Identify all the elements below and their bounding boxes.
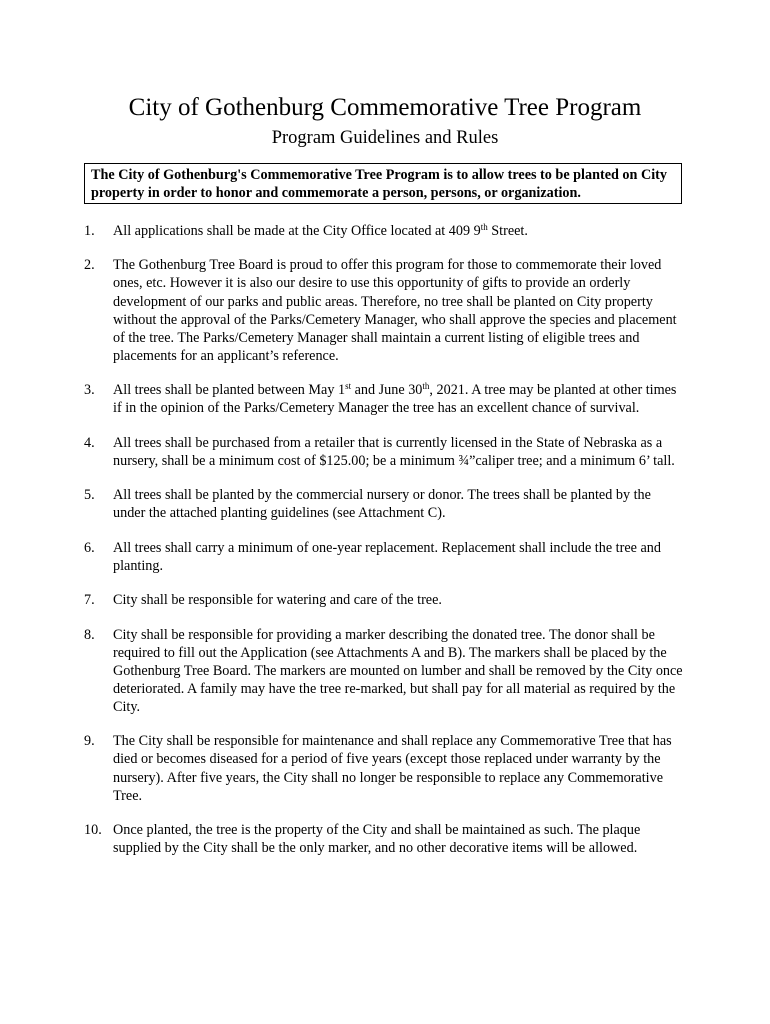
- page-title: City of Gothenburg Commemorative Tree Program: [128, 94, 642, 121]
- rule-text: City shall be responsible for watering and care of the tree.: [113, 592, 442, 609]
- rule-item: [84, 434, 684, 470]
- rule-number: 9.: [84, 733, 95, 750]
- rule-text: All trees shall be purchased from a retailer that is currently licensed in the State of Nebraska as a nursery, shall be a minimum cost of $125.00; be a minimum ¾”caliper tree; and a minimum 6’ tall.: [113, 434, 675, 469]
- rule-number: 3.: [84, 382, 95, 399]
- rule-number: 7.: [84, 592, 95, 609]
- intro-statement: The City of Gothenburg's Commemorative Tree Program is to allow trees to be planted on City property in order to honor and commemorate a person, persons, or organization.: [84, 163, 682, 204]
- rule-text-superscript: th: [480, 222, 488, 232]
- rule-item: [84, 486, 684, 522]
- rule-text: City shall be responsible for providing a marker describing the donated tree. The donor shall be required to fill out the Application (see Attachments A and B). The markers shall be placed by the Gothenburg Tree Board. The markers are mounted on lumber and shall be removed by the City once deteriorated. A family may have the tree re-marked, but shall pay for all material as required by the City.: [113, 626, 683, 715]
- rule-number: 6.: [84, 539, 95, 556]
- rule-text-superscript: st: [345, 381, 352, 392]
- rule-text: [113, 222, 684, 240]
- rule-item: [84, 381, 684, 417]
- rule-number: 10.: [84, 822, 102, 839]
- rule-text: Once planted, the tree is the property of the City and shall be maintained as such. The plaque supplied by the City shall be the only marker, and no other decorative items will be allowed.: [113, 822, 641, 857]
- rule-item: [84, 591, 684, 609]
- rule-item: [84, 732, 684, 804]
- rule-item: [84, 256, 684, 365]
- rule-item: [84, 222, 684, 240]
- page-subtitle: Program Guidelines and Rules: [271, 128, 499, 148]
- rule-number: 8.: [84, 626, 95, 643]
- rule-text: [113, 381, 684, 417]
- rule-number: 5.: [84, 487, 95, 504]
- rule-text-superscript: th: [422, 381, 430, 392]
- rule-number: 1.: [84, 223, 95, 239]
- rules-list: [84, 222, 684, 874]
- rule-text-part: and June 30: [351, 382, 423, 399]
- rule-item: [84, 539, 684, 575]
- rule-number: 2.: [84, 257, 95, 274]
- rule-text-part: All applications shall be made at the City Office located at 409 9: [113, 223, 481, 239]
- rule-text: The City shall be responsible for maintenance and shall replace any Commemorative Tree that has died or becomes diseased for a period of five years (except those replaced under warranty by the nursery). After five years, the City shall no longer be responsible to replace any Commemorative Tree.: [113, 733, 672, 804]
- rule-text-part: All trees shall be planted between May 1: [113, 382, 346, 399]
- rule-item: [84, 626, 684, 716]
- rule-text: All trees shall be planted by the commercial nursery or donor. The trees shall be planted by the under the attached planting guidelines (see Attachment C).: [113, 487, 651, 522]
- rule-text-part: Street.: [487, 223, 528, 239]
- rule-text-part: , 2021. A tree may be planted at other times if in the opinion of the Parks/Cemetery Manager the tree has an excellent chance of survival.: [113, 382, 677, 417]
- rule-number: 4.: [84, 434, 95, 451]
- rule-item: [84, 821, 684, 857]
- rule-text: The Gothenburg Tree Board is proud to offer this program for those to commemorate their loved ones, etc. However it is also our desire to use this opportunity of gifts to provide an orderly development of our parks and public areas. Therefore, no tree shall be planted on City property without the approval of the Parks/Cemetery Manager, who shall approve the species and placement of the tree. The Parks/Cemetery Manager shall maintain a current listing of eligible trees and placements for an applicant’s reference.: [113, 257, 677, 364]
- rule-text: All trees shall carry a minimum of one-year replacement. Replacement shall include the tree and planting.: [113, 539, 661, 574]
